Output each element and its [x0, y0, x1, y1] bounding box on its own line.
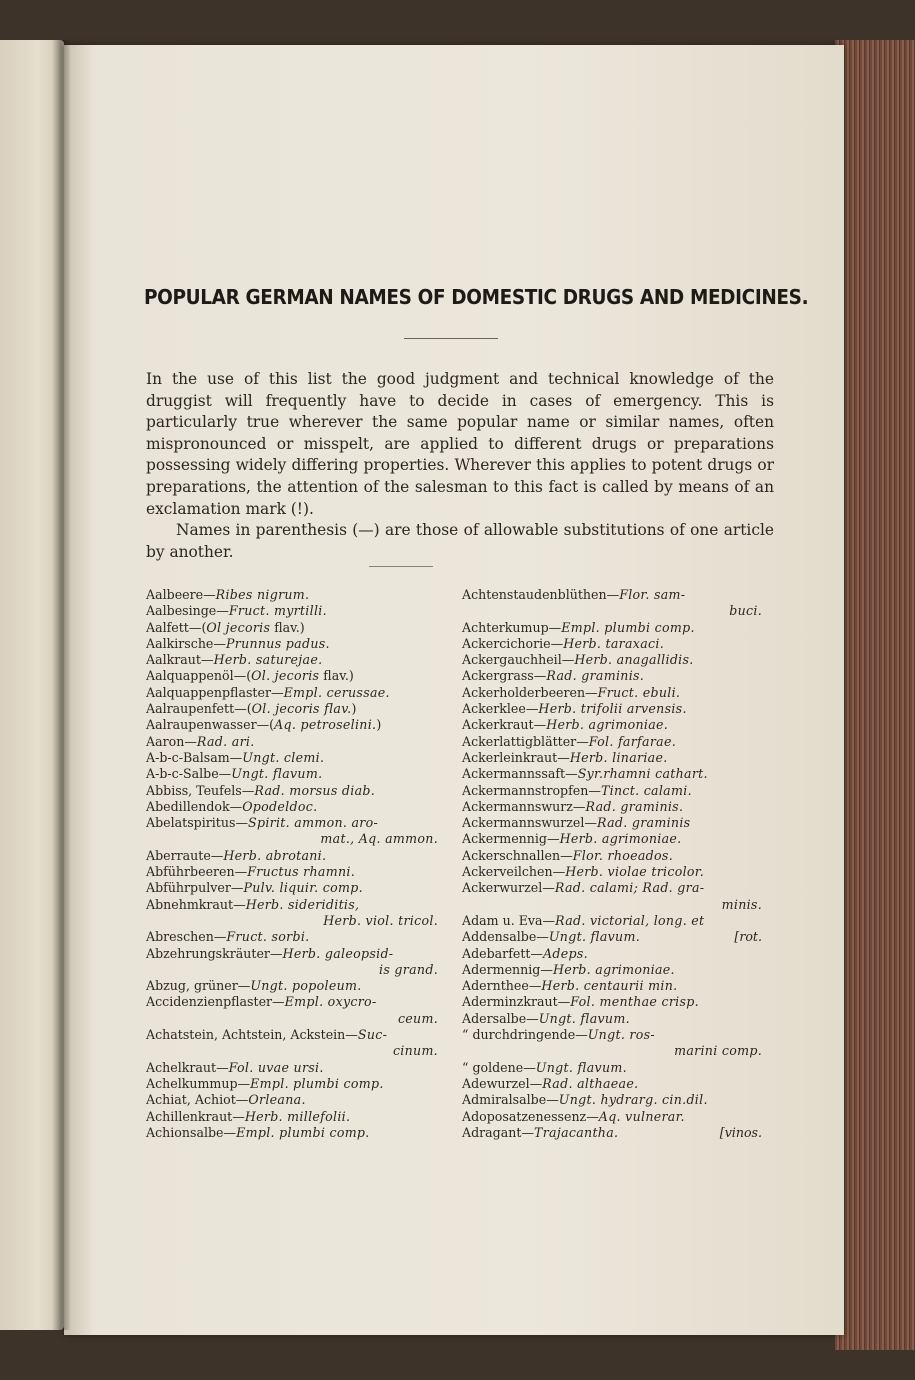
list-item — [146, 1109, 438, 1125]
list-item — [462, 799, 762, 815]
entry-german-name: Aberraute— — [146, 847, 224, 863]
entry-continuation: cinum. — [392, 1043, 438, 1059]
entry-latin-name: Empl. plumbi comp. — [250, 1075, 384, 1091]
entry-german-name: Achatstein, Achtstein, Ackstein— — [146, 1027, 358, 1043]
list-item — [462, 929, 762, 945]
entry-latin-name: Rad. victorial, long. et — [555, 912, 705, 928]
entry-german-name: Abzug, grüner— — [146, 978, 251, 994]
list-item — [462, 978, 762, 994]
entry-latin-name: Ol. jecoris flav. — [251, 701, 352, 717]
entry-continuation: marini comp. — [674, 1043, 762, 1059]
list-item — [462, 913, 762, 929]
entry-latin-name: Empl. plumbi comp. — [236, 1124, 370, 1140]
entry-latin-name: Rad. althaeae. — [542, 1075, 639, 1091]
entry-latin-name: Rad. calami; Rad. gra- — [554, 880, 705, 896]
entry-latin-name: Rad. ari. — [196, 733, 255, 749]
list-item — [462, 717, 762, 733]
entry-german-name: Adewurzel— — [462, 1075, 543, 1091]
entry-latin-name: Fruct. myrtilli. — [228, 603, 327, 619]
entry-german-name: Accidenzienpflaster— — [146, 994, 285, 1010]
entry-german-name: Abführbeeren— — [146, 864, 248, 880]
entry-latin-name: Syr.rhamni cathart. — [577, 766, 708, 782]
list-item — [462, 994, 762, 1010]
entry-german-name: Achionsalbe— — [146, 1124, 237, 1140]
list-item — [146, 897, 438, 930]
entry-latin-name: Herb. linariae. — [569, 749, 668, 765]
entry-continuation: mat., Aq. ammon. — [320, 831, 438, 847]
entry-latin-name: Herb. abrotani. — [223, 847, 327, 863]
entry-latin-name: Herb. agrimoniae. — [552, 961, 675, 977]
intro-paragraph: In the use of this list the good judgment and technical knowledge of the druggist will frequently have to decide in cases of emergency. This is particularly true wherever the same popular name or similar names, often mispronounced or misspelt, are applied to different drugs or preparations possessing widely differing properties. Wherever this applies to potent drugs or preparations, the attention of the salesman to this fact is called by means of an exclamation mark (!). — [146, 370, 774, 518]
list-item — [462, 946, 762, 962]
list-item — [462, 750, 762, 766]
entry-german-name: A-b-c-Balsam— — [146, 749, 243, 765]
entry-german-name: Adam u. Eva— — [462, 912, 556, 928]
entry-german-name: Abzehrungskräuter— — [146, 945, 283, 961]
entry-german-name: Ackermannswurzel— — [462, 815, 598, 831]
list-item — [462, 766, 762, 782]
entry-latin-name: Ungt. flavum. — [231, 766, 323, 782]
list-item — [146, 668, 438, 684]
entry-german-name: Aalraupenwasser—( — [146, 717, 275, 733]
list-item — [146, 1076, 438, 1092]
entry-latin-name: Fructus rhamni. — [247, 864, 356, 880]
entry-german-name: Achterkumup— — [462, 619, 562, 635]
entry-latin-name: Herb. anagallidis. — [574, 652, 694, 668]
entry-latin-name: Orleana. — [248, 1092, 306, 1108]
list-item — [146, 929, 438, 945]
entry-german-name: Adersalbe— — [462, 1010, 539, 1026]
list-item — [462, 734, 762, 750]
entry-latin-name: Empl. plumbi comp. — [561, 619, 695, 635]
entry-latin-name: Ungt. ros- — [587, 1027, 655, 1043]
entry-continuation: ceum. — [397, 1010, 438, 1026]
entry-german-name: Ackercichorie— — [462, 635, 564, 651]
list-item — [146, 652, 438, 668]
entry-latin-name: Aq. vulnerar. — [598, 1108, 685, 1124]
entry-latin-name: Ungt. hydrarg. cin.dil. — [558, 1092, 708, 1108]
entry-german-name: “ durchdringende— — [462, 1027, 588, 1043]
list-item — [146, 734, 438, 750]
entry-german-name: “ goldene— — [462, 1059, 536, 1075]
entry-german-name: Ackerlattigblätter— — [462, 733, 589, 749]
entry-german-name: Achelkraut— — [146, 1059, 229, 1075]
entry-german-name: Achtenstaudenblüthen— — [462, 587, 620, 602]
title-rule — [404, 338, 498, 339]
entry-latin-name: Trajacantha. — [534, 1124, 619, 1140]
list-item — [462, 1011, 762, 1027]
entry-latin-name: Rad. graminis. — [585, 798, 684, 814]
entry-german-name: Ackermennig— — [462, 831, 560, 847]
list-item — [462, 962, 762, 978]
entry-latin-name: Fol. uvae ursi. — [228, 1059, 324, 1075]
entry-german-name: Abführpulver— — [146, 880, 244, 896]
entry-german-name: Abelatspiritus— — [146, 815, 249, 831]
entry-german-name: Abreschen— — [146, 929, 227, 945]
entry-german-name: Aalquappenöl—( — [146, 668, 252, 684]
entry-german-name: A-b-c-Salbe— — [146, 766, 232, 782]
entry-german-name: Aalfett—( — [146, 619, 207, 635]
entry-german-name: Adermennig— — [462, 961, 553, 977]
list-item — [146, 815, 438, 848]
list-item — [146, 587, 438, 603]
entry-german-name: Aalbesinge— — [146, 603, 229, 619]
list-item — [462, 620, 762, 636]
left-column — [146, 587, 438, 1141]
entry-latin-name: Fol. menthae crisp. — [570, 994, 699, 1010]
entry-tail-fragment: [rot. — [734, 929, 762, 945]
list-item — [462, 783, 762, 799]
entry-latin-name: Rad. graminis — [597, 815, 691, 831]
list-item — [146, 783, 438, 799]
list-item — [462, 652, 762, 668]
book-binding-edge — [835, 40, 915, 1350]
entry-latin-name: Fol. farfarae. — [588, 733, 677, 749]
entry-note: flav.) — [270, 619, 305, 635]
entry-latin-name: Prunnus padus. — [225, 635, 330, 651]
intro-paragraph: Names in parenthesis (—) are those of allowable substitutions of one article by another. — [146, 521, 774, 561]
entry-latin-name: Herb. centaurii min. — [541, 978, 678, 994]
entry-german-name: Achelkummup— — [146, 1075, 251, 1091]
entry-german-name: Abedillendok— — [146, 798, 243, 814]
entry-german-name: Aalbeere— — [146, 587, 216, 602]
list-item — [146, 685, 438, 701]
entry-latin-name: Ungt. flavum. — [538, 1010, 630, 1026]
entry-german-name: Abnehmkraut— — [146, 896, 246, 912]
list-item — [146, 880, 438, 896]
list-item — [146, 994, 438, 1027]
list-item — [146, 636, 438, 652]
entry-german-name: Aalkirsche— — [146, 635, 226, 651]
list-item — [146, 1060, 438, 1076]
entry-latin-name: Pulv. liquir. comp. — [243, 880, 363, 896]
list-item — [146, 848, 438, 864]
list-item — [146, 620, 438, 636]
entry-german-name: Aalkraut— — [146, 652, 214, 668]
entry-continuation: is grand. — [379, 961, 438, 977]
entry-german-name: Ackerschnallen— — [462, 847, 573, 863]
entry-german-name: Ackergrass— — [462, 668, 547, 684]
list-item — [146, 946, 438, 979]
list-item — [146, 1092, 438, 1108]
entry-latin-name: Herb. trifolii arvensis. — [538, 701, 687, 717]
entry-latin-name: Empl. oxycro- — [284, 994, 377, 1010]
entry-latin-name: Adeps. — [543, 945, 588, 961]
list-item — [146, 603, 438, 619]
list-item — [462, 848, 762, 864]
list-item — [462, 1125, 762, 1141]
entry-continuation: minis. — [721, 896, 762, 912]
entry-german-name: Admiralsalbe— — [462, 1092, 559, 1108]
entry-latin-name: Ungt. clemi. — [242, 749, 325, 765]
entry-german-name: Aderntheе— — [462, 978, 542, 994]
entry-german-name: Achiat, Achiot— — [146, 1092, 249, 1108]
entry-german-name: Ackerveilchen— — [462, 864, 566, 880]
entry-german-name: Ackerkraut— — [462, 717, 547, 733]
page-title: POPULAR GERMAN NAMES OF DOMESTIC DRUGS AND MEDICINES. — [144, 285, 809, 309]
list-item — [462, 815, 762, 831]
entry-german-name: Abbiss, Teufels— — [146, 782, 255, 798]
entry-german-name: Addensalbe— — [462, 929, 549, 945]
entry-latin-name: Herb. agrimoniae. — [546, 717, 669, 733]
entry-german-name: Ackermannswurz— — [462, 798, 586, 814]
entry-note: ) — [376, 717, 382, 733]
entry-note: ) — [351, 701, 357, 717]
entry-latin-name: Herb. saturejae. — [213, 652, 323, 668]
entry-german-name: Ackermannstropfen— — [462, 782, 601, 798]
entry-latin-name: Fruct. ebuli. — [597, 684, 681, 700]
entry-latin-name: Flor. rhoeados. — [572, 847, 673, 863]
entry-latin-name: Ribes nigrum. — [215, 587, 310, 602]
entry-german-name: Ackermannssaft— — [462, 766, 578, 782]
list-item — [146, 717, 438, 733]
entry-latin-name: Ungt. flavum. — [535, 1059, 627, 1075]
list-item — [462, 1092, 762, 1108]
entry-latin-name: Rad. morsus diab. — [254, 782, 376, 798]
entry-latin-name: Flor. sam- — [619, 587, 686, 602]
entry-latin-name: Ol. jecoris — [251, 668, 320, 684]
list-item — [462, 1076, 762, 1092]
entry-tail-fragment: [vinos. — [719, 1124, 762, 1140]
entry-latin-name: Tinct. calami. — [600, 782, 692, 798]
entry-latin-name: Rad. graminis. — [546, 668, 645, 684]
list-item — [462, 587, 762, 620]
list-item — [462, 880, 762, 913]
entry-latin-name: Suc- — [357, 1027, 388, 1043]
entry-german-name: Adragant— — [462, 1124, 535, 1140]
list-item — [462, 831, 762, 847]
entry-german-name: Aalraupenfett—( — [146, 701, 252, 717]
entry-latin-name: Herb. taraxaci. — [563, 635, 665, 651]
entry-latin-name: Herb. agrimoniae. — [559, 831, 682, 847]
list-item — [462, 685, 762, 701]
entry-note: flav.) — [319, 668, 354, 684]
entry-german-name: Adoposatzenessenz— — [462, 1108, 599, 1124]
entry-latin-name: Herb. sideriditis, — [245, 896, 360, 912]
list-item — [146, 799, 438, 815]
entry-latin-name: Aq. petroselini. — [274, 717, 377, 733]
book-page — [64, 45, 844, 1335]
entry-latin-name: Spirit. ammon. aro- — [248, 815, 379, 831]
list-item — [146, 766, 438, 782]
entry-german-name: Adebarfett— — [462, 945, 544, 961]
entry-latin-name: Herb. violae tricolor. — [565, 864, 705, 880]
entry-latin-name: Empl. cerussae. — [283, 684, 390, 700]
list-item — [146, 1027, 438, 1060]
entry-latin-name: Opodeldoc. — [242, 798, 318, 814]
entry-latin-name: Herb. millefolii. — [244, 1108, 351, 1124]
list-item — [146, 978, 438, 994]
entry-latin-name: Ungt. flavum. — [548, 929, 641, 945]
entry-latin-name: Ungt. popoleum. — [250, 978, 362, 994]
list-item — [462, 636, 762, 652]
entry-german-name: Aalquappenpflaster— — [146, 684, 284, 700]
list-item — [462, 668, 762, 684]
list-item — [146, 864, 438, 880]
entry-german-name: Ackergauchheil— — [462, 652, 575, 668]
intro-text — [146, 369, 774, 563]
list-item — [462, 864, 762, 880]
list-item — [146, 750, 438, 766]
entry-german-name: Aderminzkraut— — [462, 994, 571, 1010]
entry-continuation: Herb. viol. tricol. — [323, 912, 438, 928]
entry-german-name: Achillenkraut— — [146, 1108, 245, 1124]
book-gutter — [52, 40, 70, 1330]
list-item — [462, 1109, 762, 1125]
entry-german-name: Aaron— — [146, 733, 197, 749]
entry-german-name: Ackerleinkraut— — [462, 749, 570, 765]
section-rule — [369, 566, 433, 567]
entry-latin-name: Fruct. sorbi. — [226, 929, 310, 945]
entry-continuation: buci. — [729, 603, 762, 619]
list-item — [146, 1125, 438, 1141]
list-item — [462, 1027, 762, 1060]
right-column — [462, 587, 762, 1141]
list-item — [462, 701, 762, 717]
entry-german-name: Ackerklee— — [462, 701, 539, 717]
entry-latin-name: Ol jecoris — [206, 619, 271, 635]
entry-german-name: Ackerwurzel— — [462, 880, 555, 896]
entry-german-name: Ackerholderbeeren— — [462, 684, 598, 700]
list-item — [146, 701, 438, 717]
entry-latin-name: Herb. galeopsid- — [282, 945, 394, 961]
list-item — [462, 1060, 762, 1076]
